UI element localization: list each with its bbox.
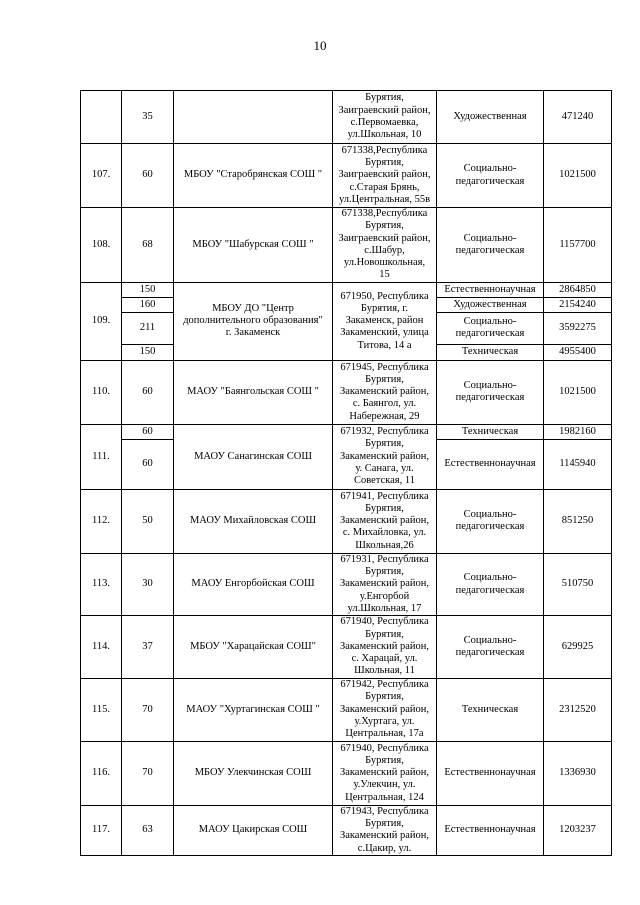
program-direction: Социально- педагогическая [437,616,544,678]
program-direction: Социально- педагогическая [437,312,544,344]
funding-amount: 2312520 [544,678,612,741]
table-row [81,553,612,615]
organization-address: Бурятия, Заиграевский район, с.Первомаевка, ул.Школьная, 10 [333,91,437,144]
organization-address: 671943, Республика Бурятия, Закаменский район, с.Цакир, ул. [333,805,437,855]
funding-amount: 3592275 [544,312,612,344]
student-count: 160 [122,297,174,312]
table-row [81,424,612,439]
table-row [81,144,612,208]
student-count: 60 [122,439,174,489]
page-number: 10 [313,38,327,53]
student-count: 60 [122,144,174,208]
row-number: 109. [81,282,122,360]
row-number: 113. [81,553,122,615]
row-number [81,91,122,144]
table-row [81,489,612,553]
funding-amount: 1021500 [544,144,612,208]
program-direction: Социально- педагогическая [437,208,544,283]
student-count: 50 [122,489,174,553]
organization-address: 671942, Республика Бурятия, Закаменский район, у.Хуртага, ул. Центральная, 17а [333,678,437,741]
row-number: 115. [81,678,122,741]
program-direction: Социально- педагогическая [437,553,544,615]
funding-amount: 1982160 [544,424,612,439]
organization-name: МАОУ Санагинская СОШ [174,424,333,489]
funding-amount: 2864850 [544,282,612,297]
student-count: 68 [122,208,174,283]
row-number: 111. [81,424,122,489]
funding-amount: 4955400 [544,344,612,360]
funding-amount: 629925 [544,616,612,678]
program-direction: Техническая [437,424,544,439]
program-direction: Естественнонаучная [437,439,544,489]
student-count: 63 [122,805,174,855]
organization-name: МАОУ "Баянгольская СОШ " [174,360,333,424]
organization-address: 671338,Республика Бурятия, Заиграевский район, с.Шабур, ул.Новошкольная, 15 [333,208,437,283]
program-direction: Техническая [437,678,544,741]
student-count: 60 [122,424,174,439]
organization-name: МАОУ Цакирская СОШ [174,805,333,855]
funding-amount: 1157700 [544,208,612,283]
funding-amount: 1145940 [544,439,612,489]
organization-name: МАОУ Михайловская СОШ [174,489,333,553]
organization-name: МБОУ Улекчинская СОШ [174,741,333,805]
funding-amount: 1021500 [544,360,612,424]
table-row [81,616,612,678]
program-direction: Естественнонаучная [437,741,544,805]
organization-name: МБОУ "Шабурская СОШ " [174,208,333,283]
organization-address: 671945, Республика Бурятия, Закаменский район, с. Баянгол, ул. Набережная, 29 [333,360,437,424]
student-count: 30 [122,553,174,615]
funding-amount: 2154240 [544,297,612,312]
organization-address: 671950, Республика Бурятия, г. Закаменск, район Закаменский, улица Титова, 14 а [333,282,437,360]
organization-address: 671338,Республика Бурятия, Заиграевский район, с.Старая Брянь, ул.Центральная, 55в [333,144,437,208]
table-row [81,91,612,144]
student-count: 150 [122,344,174,360]
program-direction: Художественная [437,297,544,312]
row-number: 108. [81,208,122,283]
organization-name: МБОУ "Старобрянская СОШ " [174,144,333,208]
organization-name: МАОУ Енгорбойская СОШ [174,553,333,615]
program-direction: Социально- педагогическая [437,144,544,208]
program-direction: Художественная [437,91,544,144]
program-direction: Естественнонаучная [437,282,544,297]
student-count: 35 [122,91,174,144]
organization-name: МАОУ "Хуртагинская СОШ " [174,678,333,741]
organization-address: 671940, Республика Бурятия, Закаменский район, у.Улекчин, ул. Центральная, 124 [333,741,437,805]
organization-name: МБОУ "Харацайская СОШ" [174,616,333,678]
funding-amount: 1203237 [544,805,612,855]
table-row [81,805,612,855]
student-count: 70 [122,678,174,741]
student-count: 60 [122,360,174,424]
table-row [81,360,612,424]
table-row [81,741,612,805]
organization-address: 671940, Республика Бурятия, Закаменский район, с. Харацай, ул. Школьная, 11 [333,616,437,678]
student-count: 150 [122,282,174,297]
program-direction: Естественнонаучная [437,805,544,855]
student-count: 37 [122,616,174,678]
program-direction: Социально- педагогическая [437,360,544,424]
funding-amount: 1336930 [544,741,612,805]
row-number: 117. [81,805,122,855]
row-number: 110. [81,360,122,424]
table-row [81,208,612,283]
organization-name: МБОУ ДО "Центр дополнительного образования" г. Закаменск [174,282,333,360]
row-number: 107. [81,144,122,208]
organization-address: 671931, Республика Бурятия, Закаменский район, у.Енгорбой ул.Школьная, 17 [333,553,437,615]
student-count: 70 [122,741,174,805]
program-direction: Социально- педагогическая [437,489,544,553]
table-body [81,91,612,856]
organization-address: 671932, Республика Бурятия, Закаменский район, у. Санага, ул. Советская, 11 [333,424,437,489]
funding-amount: 851250 [544,489,612,553]
institutions-table [80,90,612,856]
funding-amount: 471240 [544,91,612,144]
student-count: 211 [122,312,174,344]
program-direction: Техническая [437,344,544,360]
table-row [81,282,612,297]
row-number: 114. [81,616,122,678]
table-row [81,678,612,741]
row-number: 112. [81,489,122,553]
organization-address: 671941, Республика Бурятия, Закаменский район, с. Михайловка, ул. Школьная,26 [333,489,437,553]
organization-name [174,91,333,144]
funding-amount: 510750 [544,553,612,615]
row-number: 116. [81,741,122,805]
